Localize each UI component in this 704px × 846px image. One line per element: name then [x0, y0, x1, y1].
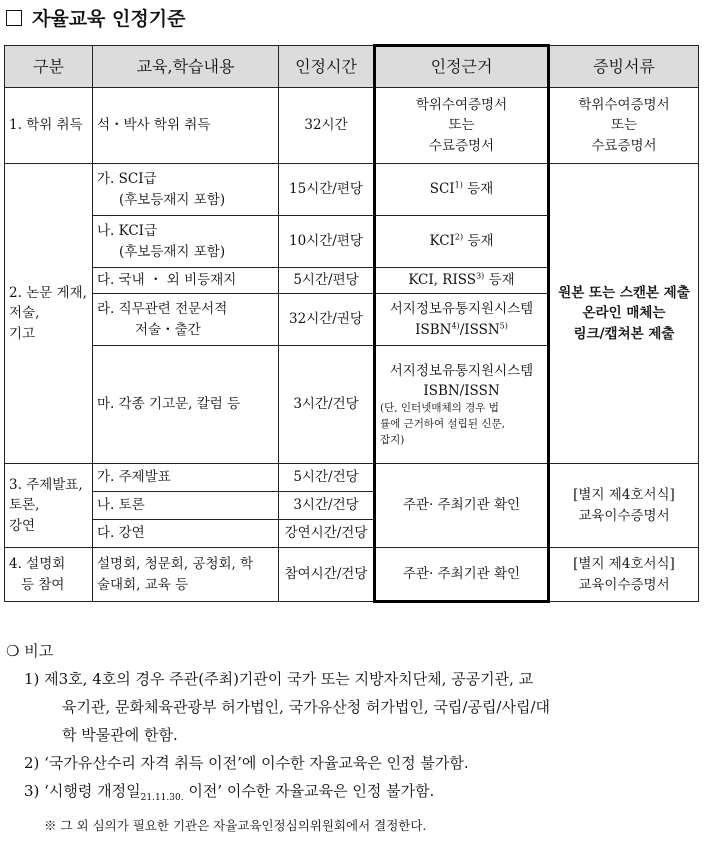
row4-docs: [별지 제4호서식] 교육이수증명서 [549, 548, 699, 602]
row2d-basis: 서지정보유통지원시스템 ISBN$^{4)}$/ISSN$^{5)}$ [375, 294, 549, 346]
row2a-time: 15시간/편당 [279, 164, 375, 216]
notes-section [6, 637, 698, 840]
row1-basis: 학위수여증명서 또는 수료증명서 [375, 88, 549, 164]
row2d-time: 32시간/권당 [279, 294, 375, 346]
checkbox-square-icon [6, 10, 22, 26]
table-row [5, 464, 699, 492]
row3-basis: 주관· 주최기관 확인 [375, 464, 549, 548]
row2-docs: 원본 또는 스캔본 제출 온라인 매체는 링크/캡쳐본 제출 [549, 164, 699, 464]
row3b-content: 나. 토론 [93, 492, 279, 520]
row2a-content: 가. SCI급 (후보등재지 포함) [93, 164, 279, 216]
row2c-time: 5시간/편당 [279, 268, 375, 294]
row1-docs: 학위수여증명서 또는 수료증명서 [549, 88, 699, 164]
header-basis: 인정근거 [375, 46, 549, 88]
row3a-time: 5시간/건당 [279, 464, 375, 492]
row3c-content: 다. 강연 [93, 520, 279, 548]
table-row [5, 548, 699, 602]
note-2: 2) ‘국가유산수리 자격 취득 이전’에 이수한 자율교육은 인정 불가함. [24, 754, 469, 772]
page-title-text: 자율교육 인정기준 [32, 8, 186, 30]
note-1: 1) 제3호, 4호의 경우 주관(주최)기관이 국가 또는 지방자치단체, 공공기관, 교 육기관, 문화체육관광부 허가법인, 국가유산청 허가법인, 국립/공립/사립/대 학 박물관에 한함. [24, 670, 551, 744]
row4-basis: 주관· 주최기관 확인 [375, 548, 549, 602]
row1-time: 32시간 [279, 88, 375, 164]
notes-heading: ❍ 비고 [6, 642, 54, 660]
header-content: 교육,학습내용 [93, 46, 279, 88]
row4-time: 참여시간/건당 [279, 548, 375, 602]
row1-category: 1. 학위 취득 [5, 88, 93, 164]
row2b-basis: KCI$^{2)}$ 등재 [375, 216, 549, 268]
header-category: 구분 [5, 46, 93, 88]
row4-category: 4. 설명회 등 참여 [5, 548, 93, 602]
table-header-row [5, 46, 699, 88]
row3a-content: 가. 주제발표 [93, 464, 279, 492]
note-4: ※ 그 외 심의가 필요한 기관은 자율교육인정심의위원회에서 결정한다. [44, 818, 427, 833]
row2d-content: 라. 직무관련 전문서적 저술・출간 [93, 294, 279, 346]
table-row [5, 88, 699, 164]
row2c-content: 다. 국내 ・ 외 비등재지 [93, 268, 279, 294]
row2c-basis: KCI, RISS$^{3)}$ 등재 [375, 268, 549, 294]
row4-content: 설명회, 청문회, 공청회, 학 술대회, 교육 등 [93, 548, 279, 602]
row2a-basis: SCI$^{1)}$ 등재 [375, 164, 549, 216]
row2-category: 2. 논문 게재, 저술, 기고 [5, 164, 93, 464]
row2e-basis: 서지정보유통지원시스템 ISBN/ISSN (단, 인터넷매체의 경우 법 률에 근거하여 설립된 신문, 잡지) [375, 346, 549, 464]
page-title [6, 4, 185, 31]
header-docs: 증빙서류 [549, 46, 699, 88]
table-row [5, 164, 699, 216]
row3-category: 3. 주제발표, 토론, 강연 [5, 464, 93, 548]
recognition-criteria-table [4, 44, 699, 603]
row3c-time: 강연시간/건당 [279, 520, 375, 548]
header-time: 인정시간 [279, 46, 375, 88]
row2e-content: 마. 각종 기고문, 칼럼 등 [93, 346, 279, 464]
row2e-time: 3시간/건당 [279, 346, 375, 464]
row3-docs: [별지 제4호서식] 교육이수증명서 [549, 464, 699, 548]
row2b-time: 10시간/편당 [279, 216, 375, 268]
row3b-time: 3시간/건당 [279, 492, 375, 520]
row1-content: 석・박사 학위 취득 [93, 88, 279, 164]
note-3: 3) ‘시행령 개정일$_{21.11.30.}$ 이전’ 이수한 자율교육은 인정 불가함. [24, 782, 435, 803]
row2b-content: 나. KCI급 (후보등재지 포함) [93, 216, 279, 268]
